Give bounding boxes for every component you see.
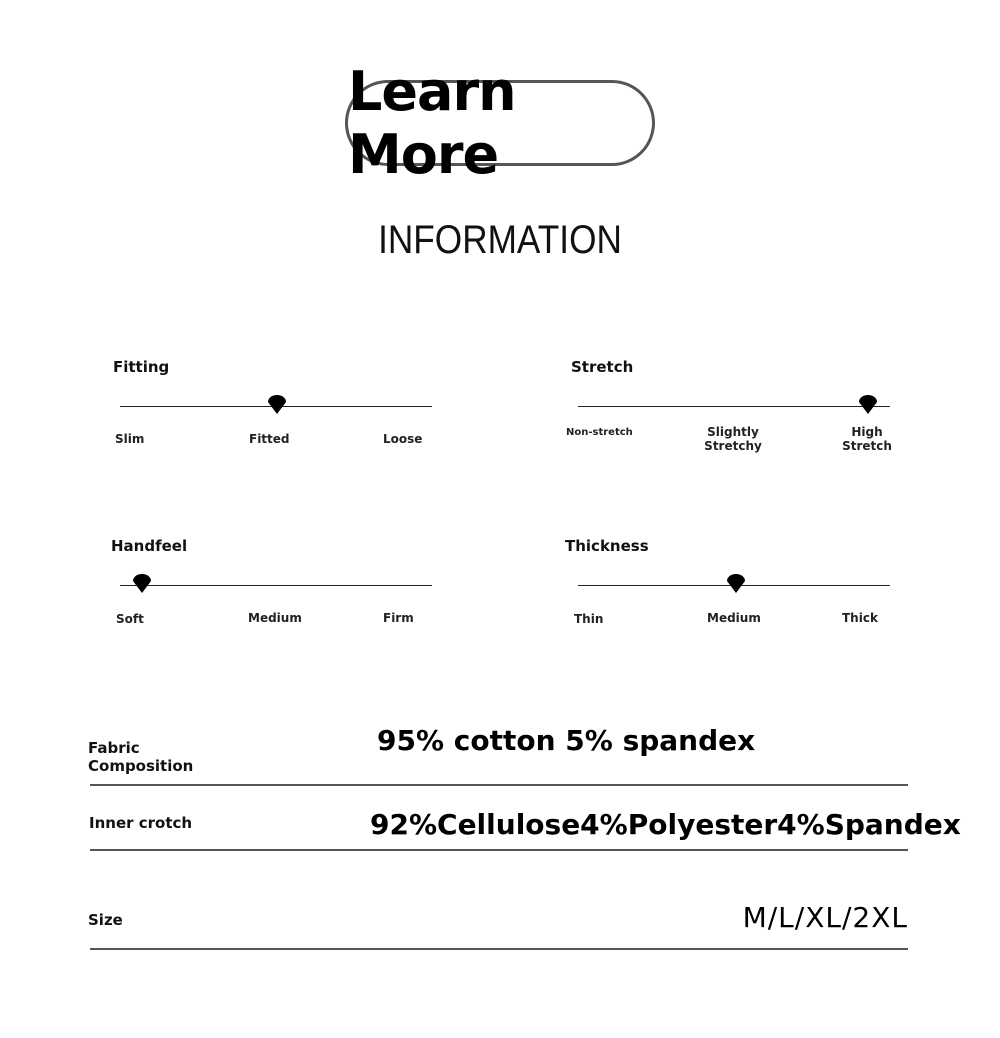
handfeel-option-soft: Soft [116, 612, 144, 626]
thickness-option-medium: Medium [707, 611, 761, 625]
fitting-label: Fitting [113, 358, 170, 376]
stretch-track [578, 406, 890, 407]
handfeel-label: Handfeel [111, 537, 188, 555]
fabric-composition-row [88, 720, 908, 790]
handfeel-track [120, 585, 432, 586]
fitting-option-slim: Slim [115, 432, 145, 446]
size-value: M/L/XL/2XL [742, 901, 908, 934]
thickness-label: Thickness [565, 537, 649, 555]
fitting-option-fitted: Fitted [249, 432, 290, 446]
row-divider [90, 849, 908, 851]
stretch-option-slightly-stretchy: Slightly Stretchy [704, 425, 762, 453]
size-label: Size [88, 911, 123, 929]
handfeel-scale [110, 537, 440, 647]
thickness-option-thick: Thick [842, 611, 878, 625]
stretch-option-high-stretch: High Stretch [842, 425, 892, 453]
handfeel-option-medium: Medium [248, 611, 302, 625]
fabric-composition-label: Fabric Composition [88, 739, 194, 775]
stretch-scale [568, 358, 898, 468]
fitting-option-loose: Loose [383, 432, 423, 446]
page-title: INFORMATION [378, 218, 622, 262]
size-row [88, 895, 908, 955]
fitting-scale [110, 358, 440, 468]
inner-crotch-value: 92%Cellulose4%Polyester4%Spandex [370, 808, 961, 841]
thickness-option-thin: Thin [574, 612, 604, 626]
row-divider [90, 948, 908, 950]
stretch-option-non-stretch: Non-stretch [566, 427, 633, 438]
row-divider [90, 784, 908, 786]
learn-more-button[interactable]: Learn More [345, 80, 655, 166]
thickness-scale [565, 537, 898, 647]
fabric-composition-value: 95% cotton 5% spandex [377, 724, 756, 757]
handfeel-option-firm: Firm [383, 611, 414, 625]
inner-crotch-label: Inner crotch [89, 814, 193, 832]
stretch-label: Stretch [571, 358, 634, 376]
inner-crotch-row [88, 800, 961, 856]
